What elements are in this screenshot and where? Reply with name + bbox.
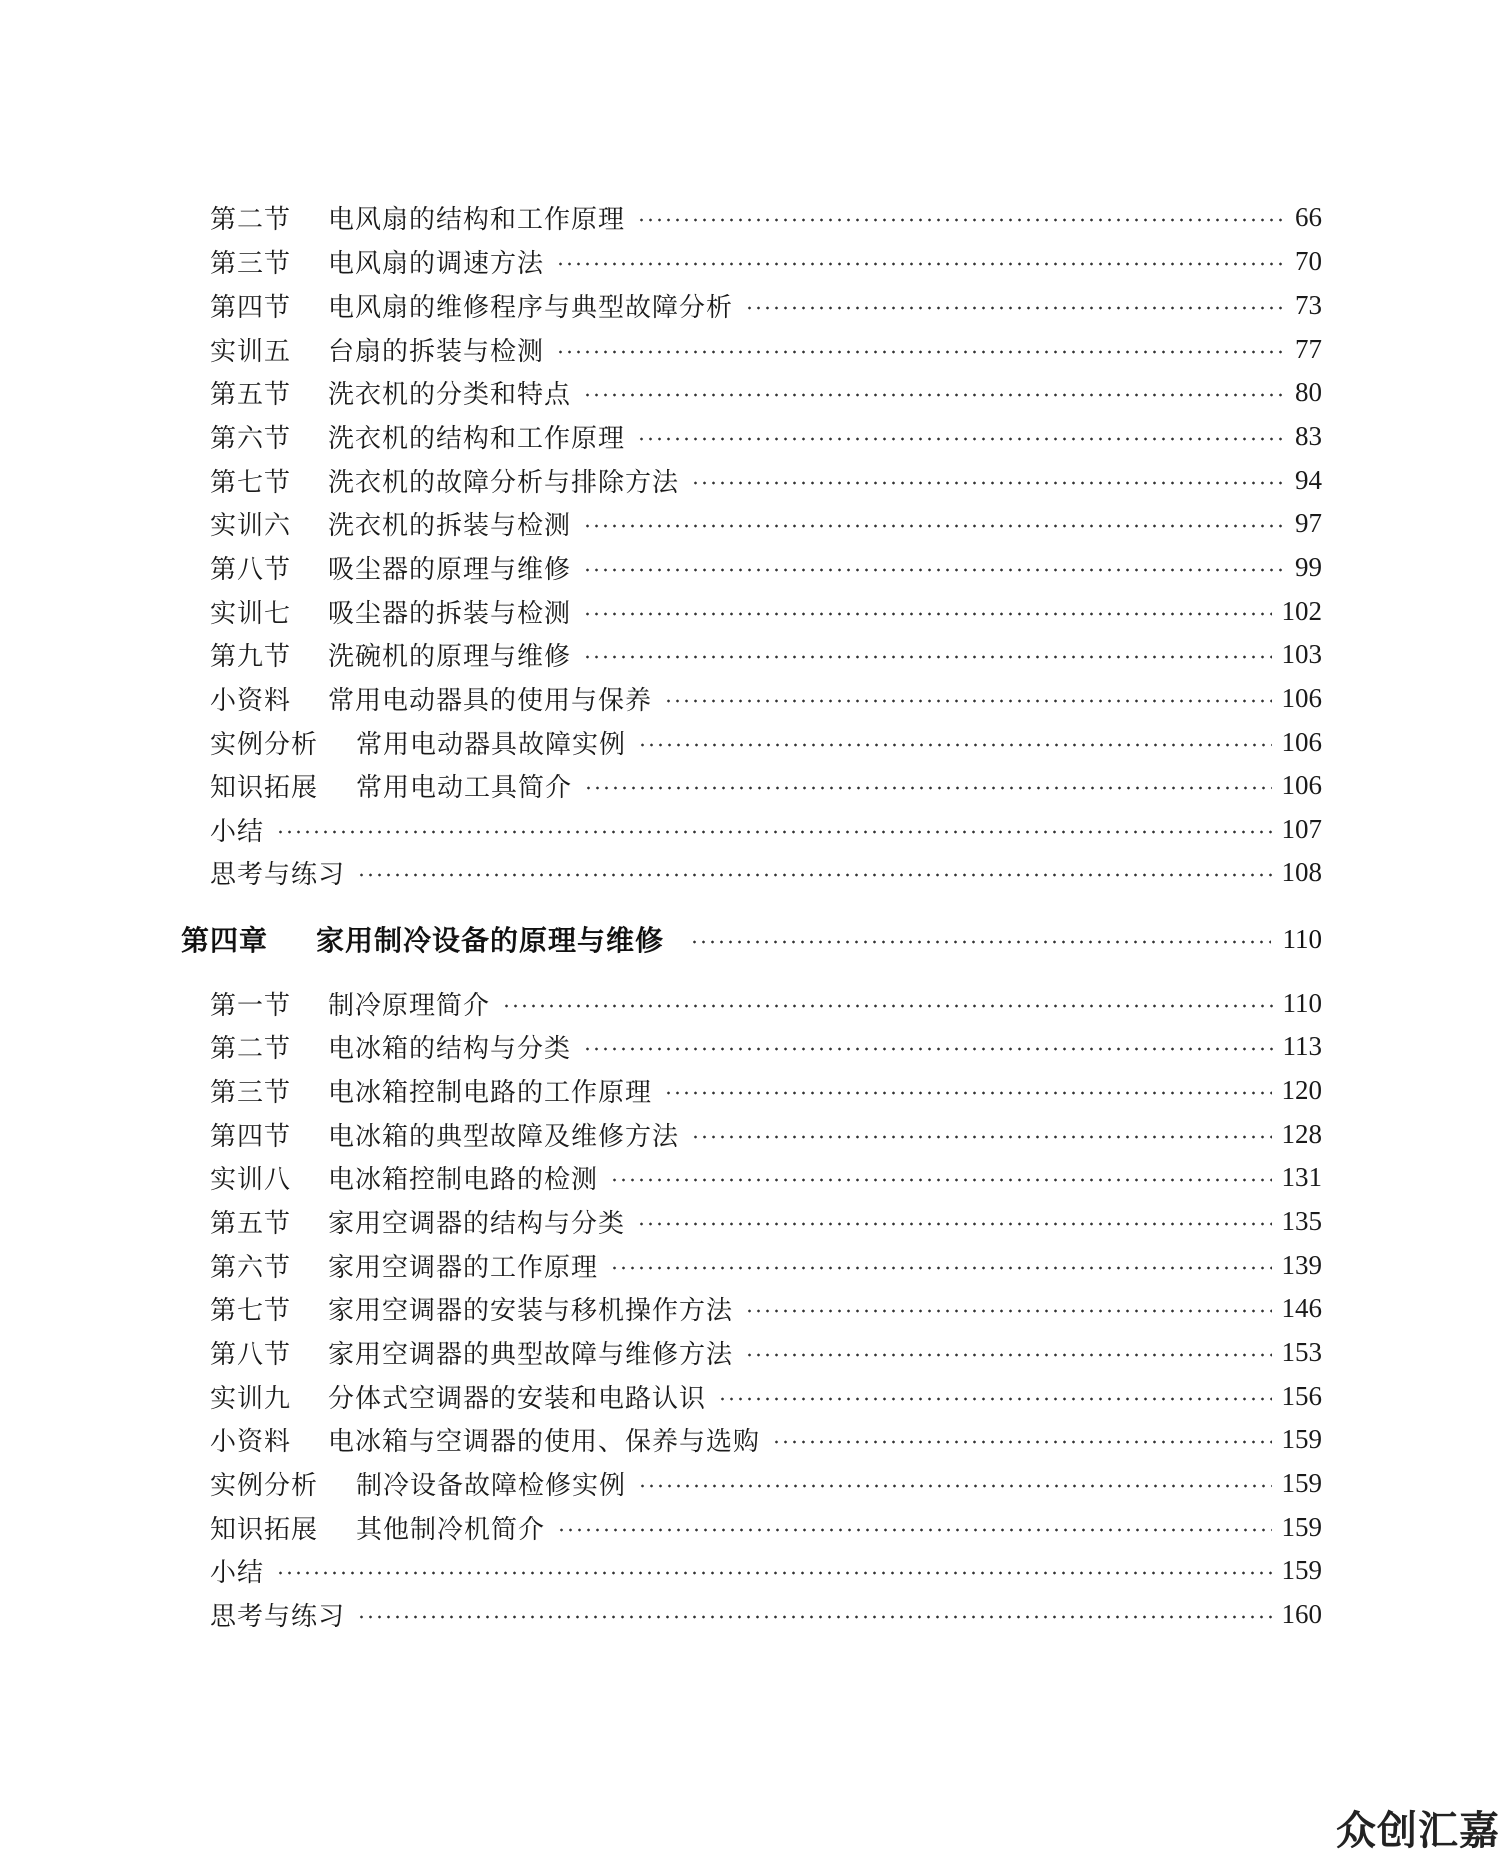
dot-leader xyxy=(691,1135,1271,1139)
toc-entry-label: 第三节 xyxy=(210,1077,292,1108)
toc-entry[interactable] xyxy=(210,460,1322,500)
toc-entry-label: 实训七 xyxy=(210,598,292,629)
dot-leader xyxy=(690,940,1270,944)
toc-entry-page: 106 xyxy=(1281,769,1322,800)
toc-entry-page: 110 xyxy=(1282,987,1322,1018)
toc-entry[interactable] xyxy=(210,722,1322,762)
toc-entry-title: 分体式空调器的安装和电路认识 xyxy=(328,1383,707,1414)
dot-leader xyxy=(276,1571,1271,1575)
dot-leader xyxy=(637,1222,1271,1226)
toc-entry-label: 实训八 xyxy=(210,1164,292,1195)
toc-entry-title: 洗衣机的结构和工作原理 xyxy=(328,423,626,454)
dot-leader xyxy=(637,218,1285,222)
chapter-page: 110 xyxy=(1282,923,1322,954)
dot-leader xyxy=(584,786,1271,790)
toc-entry-label: 小结 xyxy=(210,1557,265,1588)
toc-entry-title: 家用空调器的典型故障与维修方法 xyxy=(328,1339,734,1370)
dot-leader xyxy=(357,873,1271,877)
toc-entry-page: 135 xyxy=(1281,1205,1322,1236)
toc-entry[interactable] xyxy=(210,241,1322,281)
toc-entry-page: 153 xyxy=(1281,1336,1322,1367)
toc-entry-label: 小资料 xyxy=(210,685,292,716)
toc-entry-title: 家用空调器的工作原理 xyxy=(328,1252,599,1283)
toc-entry-label: 第七节 xyxy=(210,467,292,498)
toc-entry-page: 139 xyxy=(1281,1249,1322,1280)
toc-entry[interactable] xyxy=(210,634,1322,674)
toc-entry-label: 思考与练习 xyxy=(210,859,346,890)
toc-entry-label: 第五节 xyxy=(210,379,292,410)
toc-entry-page: 97 xyxy=(1295,507,1322,538)
toc-entry-page: 159 xyxy=(1281,1423,1322,1454)
dot-leader xyxy=(745,1309,1271,1313)
toc-entry-label: 实训六 xyxy=(210,510,292,541)
toc-entry-page: 120 xyxy=(1281,1074,1322,1105)
dot-leader xyxy=(638,743,1271,747)
toc-entry-page: 128 xyxy=(1281,1118,1322,1149)
toc-entry-page: 113 xyxy=(1282,1030,1322,1061)
toc-entry[interactable] xyxy=(210,1157,1322,1197)
toc-entry-label: 第八节 xyxy=(210,1339,292,1370)
chapter-label: 第四章 xyxy=(181,924,269,957)
dot-leader xyxy=(610,1266,1271,1270)
dot-leader xyxy=(772,1440,1271,1444)
toc-entry[interactable] xyxy=(210,1288,1322,1328)
toc-entry-title: 制冷设备故障检修实例 xyxy=(356,1470,627,1501)
toc-entry-title: 洗衣机的拆装与检测 xyxy=(328,510,572,541)
toc-entry-label: 第九节 xyxy=(210,641,292,672)
toc-entry-page: 107 xyxy=(1281,813,1322,844)
toc-entry-title: 电冰箱与空调器的使用、保养与选购 xyxy=(328,1426,761,1457)
toc-entry[interactable] xyxy=(210,1245,1322,1285)
toc-entry-title: 电风扇的结构和工作原理 xyxy=(328,204,626,235)
toc-entry[interactable] xyxy=(210,852,1322,892)
toc-entry-page: 83 xyxy=(1295,420,1322,451)
toc-entry-title: 其他制冷机简介 xyxy=(356,1514,546,1545)
toc-entry-page: 159 xyxy=(1281,1554,1322,1585)
toc-entry-label: 第二节 xyxy=(210,1033,292,1064)
toc-entry-title: 洗衣机的故障分析与排除方法 xyxy=(328,467,680,498)
toc-entry-page: 159 xyxy=(1281,1467,1322,1498)
toc-entry-label: 小资料 xyxy=(210,1426,292,1457)
toc-entry-label: 第二节 xyxy=(210,204,292,235)
chapter-title: 家用制冷设备的原理与维修 xyxy=(316,924,665,957)
toc-entry-label: 小结 xyxy=(210,816,265,847)
toc-entry-page: 99 xyxy=(1295,551,1322,582)
toc-entry[interactable] xyxy=(210,1114,1322,1154)
toc-entry-page: 159 xyxy=(1281,1511,1322,1542)
toc-entry-title: 洗衣机的分类和特点 xyxy=(328,379,572,410)
dot-leader xyxy=(745,306,1285,310)
toc-entry[interactable] xyxy=(210,1201,1322,1241)
toc-entry-page: 102 xyxy=(1281,595,1322,626)
toc-entry-label: 第五节 xyxy=(210,1208,292,1239)
toc-entry-page: 80 xyxy=(1295,376,1322,407)
toc-entry[interactable] xyxy=(210,1419,1322,1459)
chapter-heading[interactable] xyxy=(181,917,1322,961)
toc-entry-page: 66 xyxy=(1295,201,1322,232)
toc-entry-title: 制冷原理简介 xyxy=(328,990,491,1021)
dot-leader xyxy=(276,830,1271,834)
dot-leader xyxy=(583,568,1285,572)
toc-entry-title: 家用空调器的安装与移机操作方法 xyxy=(328,1295,734,1326)
toc-entry-label: 实训五 xyxy=(210,336,292,367)
dot-leader xyxy=(357,1615,1271,1619)
toc-entry[interactable] xyxy=(210,1463,1322,1503)
toc-entry[interactable] xyxy=(210,503,1322,543)
toc-entry-label: 实例分析 xyxy=(210,1470,319,1501)
toc-entry[interactable] xyxy=(210,1376,1322,1416)
toc-entry-label: 第一节 xyxy=(210,990,292,1021)
toc-entry-label: 第四节 xyxy=(210,1121,292,1152)
dot-leader xyxy=(556,262,1285,266)
toc-entry-label: 第八节 xyxy=(210,554,292,585)
toc-entry[interactable] xyxy=(210,983,1322,1023)
toc-entry-title: 洗碗机的原理与维修 xyxy=(328,641,572,672)
dot-leader xyxy=(583,393,1285,397)
toc-entry[interactable] xyxy=(210,285,1322,325)
dot-leader xyxy=(745,1353,1271,1357)
toc-entry[interactable] xyxy=(210,372,1322,412)
toc-entry-title: 常用电动工具简介 xyxy=(356,772,573,803)
dot-leader xyxy=(583,524,1285,528)
toc-entry-label: 实例分析 xyxy=(210,729,319,760)
dot-leader xyxy=(583,612,1271,616)
toc-entry-title: 常用电动器具的使用与保养 xyxy=(328,685,653,716)
toc-entry-label: 知识拓展 xyxy=(210,772,319,803)
dot-leader xyxy=(638,1484,1271,1488)
toc-entry-title: 电风扇的维修程序与典型故障分析 xyxy=(328,292,734,323)
dot-leader xyxy=(557,1528,1271,1532)
toc-entry-page: 94 xyxy=(1295,464,1322,495)
toc-entry[interactable] xyxy=(210,329,1322,369)
toc-entry[interactable] xyxy=(210,1332,1322,1372)
dot-leader xyxy=(610,1178,1271,1182)
toc-entry-title: 台扇的拆装与检测 xyxy=(328,336,545,367)
toc-entry-title: 吸尘器的拆装与检测 xyxy=(328,598,572,629)
toc-entry[interactable] xyxy=(210,591,1322,631)
toc-entry-title: 电冰箱的典型故障及维修方法 xyxy=(328,1121,680,1152)
toc-entry-label: 第七节 xyxy=(210,1295,292,1326)
toc-entry[interactable] xyxy=(210,1070,1322,1110)
toc-entry-page: 156 xyxy=(1281,1380,1322,1411)
toc-entry-label: 知识拓展 xyxy=(210,1514,319,1545)
toc-entry[interactable] xyxy=(210,678,1322,718)
toc-entry-label: 实训九 xyxy=(210,1383,292,1414)
toc-entry-label: 思考与练习 xyxy=(210,1601,346,1632)
toc-entry[interactable] xyxy=(210,197,1322,237)
dot-leader xyxy=(691,481,1285,485)
toc-entry-title: 家用空调器的结构与分类 xyxy=(328,1208,626,1239)
toc-entry-title: 电冰箱的结构与分类 xyxy=(328,1033,572,1064)
toc-entry-page: 108 xyxy=(1281,856,1322,887)
toc-entry[interactable] xyxy=(210,1594,1322,1634)
toc-entry-label: 第六节 xyxy=(210,423,292,454)
toc-entry-page: 77 xyxy=(1295,333,1322,364)
toc-entry[interactable] xyxy=(210,1550,1322,1590)
toc-entry-page: 106 xyxy=(1281,726,1322,757)
toc-entry-label: 第三节 xyxy=(210,248,292,279)
dot-leader xyxy=(664,699,1271,703)
toc-entry[interactable] xyxy=(210,1026,1322,1066)
toc-entry-title: 常用电动器具故障实例 xyxy=(356,729,627,760)
toc-entry-page: 106 xyxy=(1281,682,1322,713)
toc-entry-title: 电冰箱控制电路的检测 xyxy=(328,1164,599,1195)
dot-leader xyxy=(583,1047,1272,1051)
toc-entry-title: 电风扇的调速方法 xyxy=(328,248,545,279)
toc-entry-title: 电冰箱控制电路的工作原理 xyxy=(328,1077,653,1108)
toc-entry-page: 146 xyxy=(1281,1292,1322,1323)
toc-entry-page: 131 xyxy=(1281,1161,1322,1192)
dot-leader xyxy=(637,437,1285,441)
toc-entry[interactable] xyxy=(210,765,1322,805)
toc-entry-label: 第四节 xyxy=(210,292,292,323)
toc-entry[interactable] xyxy=(210,809,1322,849)
toc-entry-label: 第六节 xyxy=(210,1252,292,1283)
toc-entry-page: 73 xyxy=(1295,289,1322,320)
toc-entry-title: 吸尘器的原理与维修 xyxy=(328,554,572,585)
dot-leader xyxy=(556,350,1285,354)
toc-entry-page: 70 xyxy=(1295,245,1322,276)
toc-entry[interactable] xyxy=(210,547,1322,587)
toc-entry-page: 103 xyxy=(1281,638,1322,669)
dot-leader xyxy=(718,1397,1271,1401)
dot-leader xyxy=(583,655,1271,659)
dot-leader xyxy=(502,1004,1272,1008)
watermark-logo: 众创汇嘉 xyxy=(1336,1808,1500,1854)
toc-entry[interactable] xyxy=(210,1507,1322,1547)
toc-entry[interactable] xyxy=(210,416,1322,456)
toc-entry-page: 160 xyxy=(1281,1598,1322,1629)
dot-leader xyxy=(664,1091,1271,1095)
